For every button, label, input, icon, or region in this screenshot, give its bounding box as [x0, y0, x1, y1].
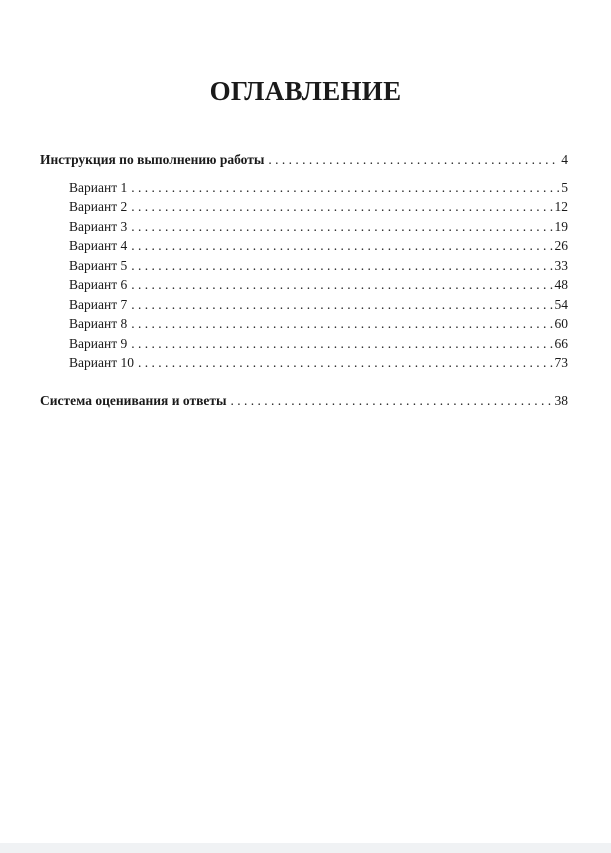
toc-entry-label: Инструкция по выполнению работы — [40, 152, 265, 167]
dot-leader — [131, 275, 552, 295]
dot-leader — [131, 178, 559, 198]
toc-entry-label: Вариант 4 — [69, 238, 128, 253]
toc-entry-label: Система оценивания и ответы — [40, 392, 227, 408]
dot-leader — [231, 391, 553, 411]
toc-entry-label: Вариант 6 — [69, 277, 128, 292]
dot-leader — [131, 197, 552, 217]
toc-page-number: 33 — [554, 257, 568, 273]
toc-entry-label: Вариант 8 — [69, 316, 128, 331]
dot-leader — [131, 217, 552, 237]
toc-entry-label: Вариант 10 — [69, 355, 134, 370]
dot-leader — [268, 150, 559, 170]
toc-entry-instructions — [40, 150, 568, 170]
toc-entry-label: Вариант 1 — [69, 179, 128, 195]
dot-leader — [131, 334, 552, 354]
page-title: ОГЛАВЛЕНИЕ — [209, 76, 402, 106]
toc-entry-grading — [40, 391, 568, 411]
toc-page-number: 73 — [554, 355, 568, 370]
toc-entry-variant-5 — [40, 256, 568, 276]
toc-page-number: 26 — [554, 238, 568, 253]
toc-entry-label: Вариант 3 — [69, 218, 128, 234]
toc-page-number: 5 — [561, 179, 568, 195]
toc-page-number: 66 — [554, 335, 568, 351]
dot-leader — [138, 353, 553, 373]
toc-entry-variant-6 — [40, 275, 568, 295]
toc-entry-label: Вариант 9 — [69, 335, 128, 351]
toc-entry-variant-4 — [40, 236, 568, 256]
toc-entry-variant-7 — [40, 295, 568, 315]
dot-leader — [131, 295, 552, 315]
toc-page-number: 38 — [554, 392, 568, 408]
toc-entry-variant-3 — [40, 217, 568, 237]
toc-page-number: 19 — [554, 218, 568, 234]
toc-entry-variant-9 — [40, 334, 568, 354]
toc-page-number: 60 — [554, 316, 568, 331]
toc-page-number: 48 — [554, 277, 568, 292]
toc-page-number: 4 — [561, 152, 568, 167]
toc-entry-label: Вариант 5 — [69, 257, 128, 273]
toc-page-number: 12 — [554, 199, 568, 214]
toc-entry-label: Вариант 7 — [69, 296, 128, 312]
toc-entry-variant-1 — [40, 178, 568, 198]
dot-leader — [131, 314, 552, 334]
toc-entry-label: Вариант 2 — [69, 199, 128, 214]
toc-page-number: 54 — [554, 296, 568, 312]
toc-entry-variant-8 — [40, 314, 568, 334]
dot-leader — [131, 256, 552, 276]
table-of-contents — [40, 150, 568, 410]
dot-leader — [131, 236, 552, 256]
toc-entry-variant-2 — [40, 197, 568, 217]
toc-entry-variant-10 — [40, 353, 568, 373]
page-bottom-edge — [0, 843, 611, 853]
